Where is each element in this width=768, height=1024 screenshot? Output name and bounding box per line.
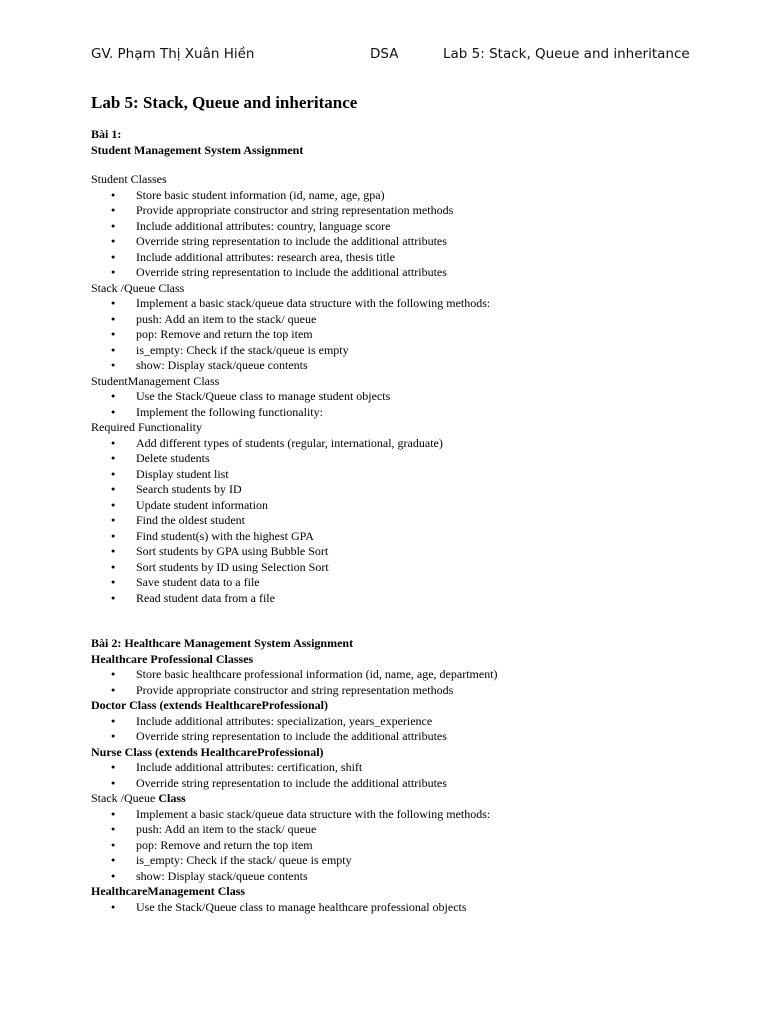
list-item: ● Provide appropriate constructor and string representation methods (91, 203, 691, 219)
bullet-list (91, 188, 691, 281)
list-item: ● Save student data to a file (91, 575, 691, 591)
list-item: ● is_empty: Check if the stack/ queue is empty (91, 853, 691, 869)
list-item: ● show: Display stack/queue contents (91, 358, 691, 374)
list-item: ● Override string representation to include the additional attributes (91, 234, 691, 250)
list-item: ● show: Display stack/queue contents (91, 869, 691, 885)
document-body (91, 127, 691, 915)
section-heading (91, 791, 691, 807)
list-item: ● Implement a basic stack/queue data structure with the following methods: (91, 296, 691, 312)
header-author: GV. Phạm Thị Xuân Hiền (91, 46, 255, 62)
list-item: ● pop: Remove and return the top item (91, 838, 691, 854)
list-item: ● Search students by ID (91, 482, 691, 498)
list-item: ● Use the Stack/Queue class to manage healthcare professional objects (91, 900, 691, 916)
heading-bold-part: Class (158, 791, 186, 805)
section-heading: Required Functionality (91, 420, 202, 434)
list-item: ● Store basic student information (id, name, age, gpa) (91, 188, 691, 204)
list-item: ● Override string representation to include the additional attributes (91, 729, 691, 745)
list-item: ● Implement the following functionality: (91, 405, 691, 421)
list-item: ● Display student list (91, 467, 691, 483)
document-title: Lab 5: Stack, Queue and inheritance (91, 93, 358, 112)
bai2-label: Bài 2: Healthcare Management System Assignment (91, 636, 354, 650)
section-heading: HealthcareManagement Class (91, 884, 246, 898)
list-item: ● Sort students by ID using Selection Sort (91, 560, 691, 576)
bullet-list (91, 900, 691, 916)
list-item: ● Override string representation to include the additional attributes (91, 265, 691, 281)
bullet-list (91, 389, 691, 420)
bullet-list (91, 760, 691, 791)
page-header (0, 46, 768, 66)
bai1-label: Bài 1: (91, 127, 122, 141)
list-item: ● Add different types of students (regular, international, graduate) (91, 436, 691, 452)
list-item: ● Provide appropriate constructor and string representation methods (91, 683, 691, 699)
section-heading: Healthcare Professional Classes (91, 651, 254, 666)
list-item: ● Use the Stack/Queue class to manage student objects (91, 389, 691, 405)
list-item: ● pop: Remove and return the top item (91, 327, 691, 343)
section-heading: Student Classes (91, 172, 167, 186)
list-item: ● push: Add an item to the stack/ queue (91, 822, 691, 838)
section-heading: StudentManagement Class (91, 373, 220, 388)
header-lab-title: Lab 5: Stack, Queue and inheritance (443, 46, 690, 62)
bullet-list (91, 807, 691, 885)
heading-plain-part: Stack /Queue (91, 791, 159, 805)
list-item: ● is_empty: Check if the stack/queue is empty (91, 343, 691, 359)
bullet-list (91, 296, 691, 374)
bullet-list (91, 436, 691, 607)
list-item: ● Update student information (91, 498, 691, 514)
list-item: ● Include additional attributes: certification, shift (91, 760, 691, 776)
list-item: ● Implement a basic stack/queue data structure with the following methods: (91, 807, 691, 823)
spacer (91, 606, 691, 636)
bullet-list (91, 714, 691, 745)
list-item: ● push: Add an item to the stack/ queue (91, 312, 691, 328)
list-item: ● Override string representation to include the additional attributes (91, 776, 691, 792)
list-item: ● Include additional attributes: country, language score (91, 219, 691, 235)
spacer (91, 158, 691, 172)
list-item: ● Sort students by GPA using Bubble Sort (91, 544, 691, 560)
bai1-subtitle: Student Management System Assignment (91, 142, 304, 157)
header-course: DSA (370, 46, 399, 62)
section-heading: Doctor Class (extends HealthcareProfessional) (91, 698, 328, 712)
list-item: ● Delete students (91, 451, 691, 467)
list-item: ● Find student(s) with the highest GPA (91, 529, 691, 545)
list-item: ● Read student data from a file (91, 591, 691, 607)
section-heading: Nurse Class (extends HealthcareProfessional) (91, 744, 324, 759)
section-heading: Stack /Queue Class (91, 280, 185, 295)
list-item: ● Include additional attributes: research area, thesis title (91, 250, 691, 266)
list-item: ● Store basic healthcare professional information (id, name, age, department) (91, 667, 691, 683)
bullet-list (91, 667, 691, 698)
list-item: ● Find the oldest student (91, 513, 691, 529)
list-item: ● Include additional attributes: specialization, years_experience (91, 714, 691, 730)
